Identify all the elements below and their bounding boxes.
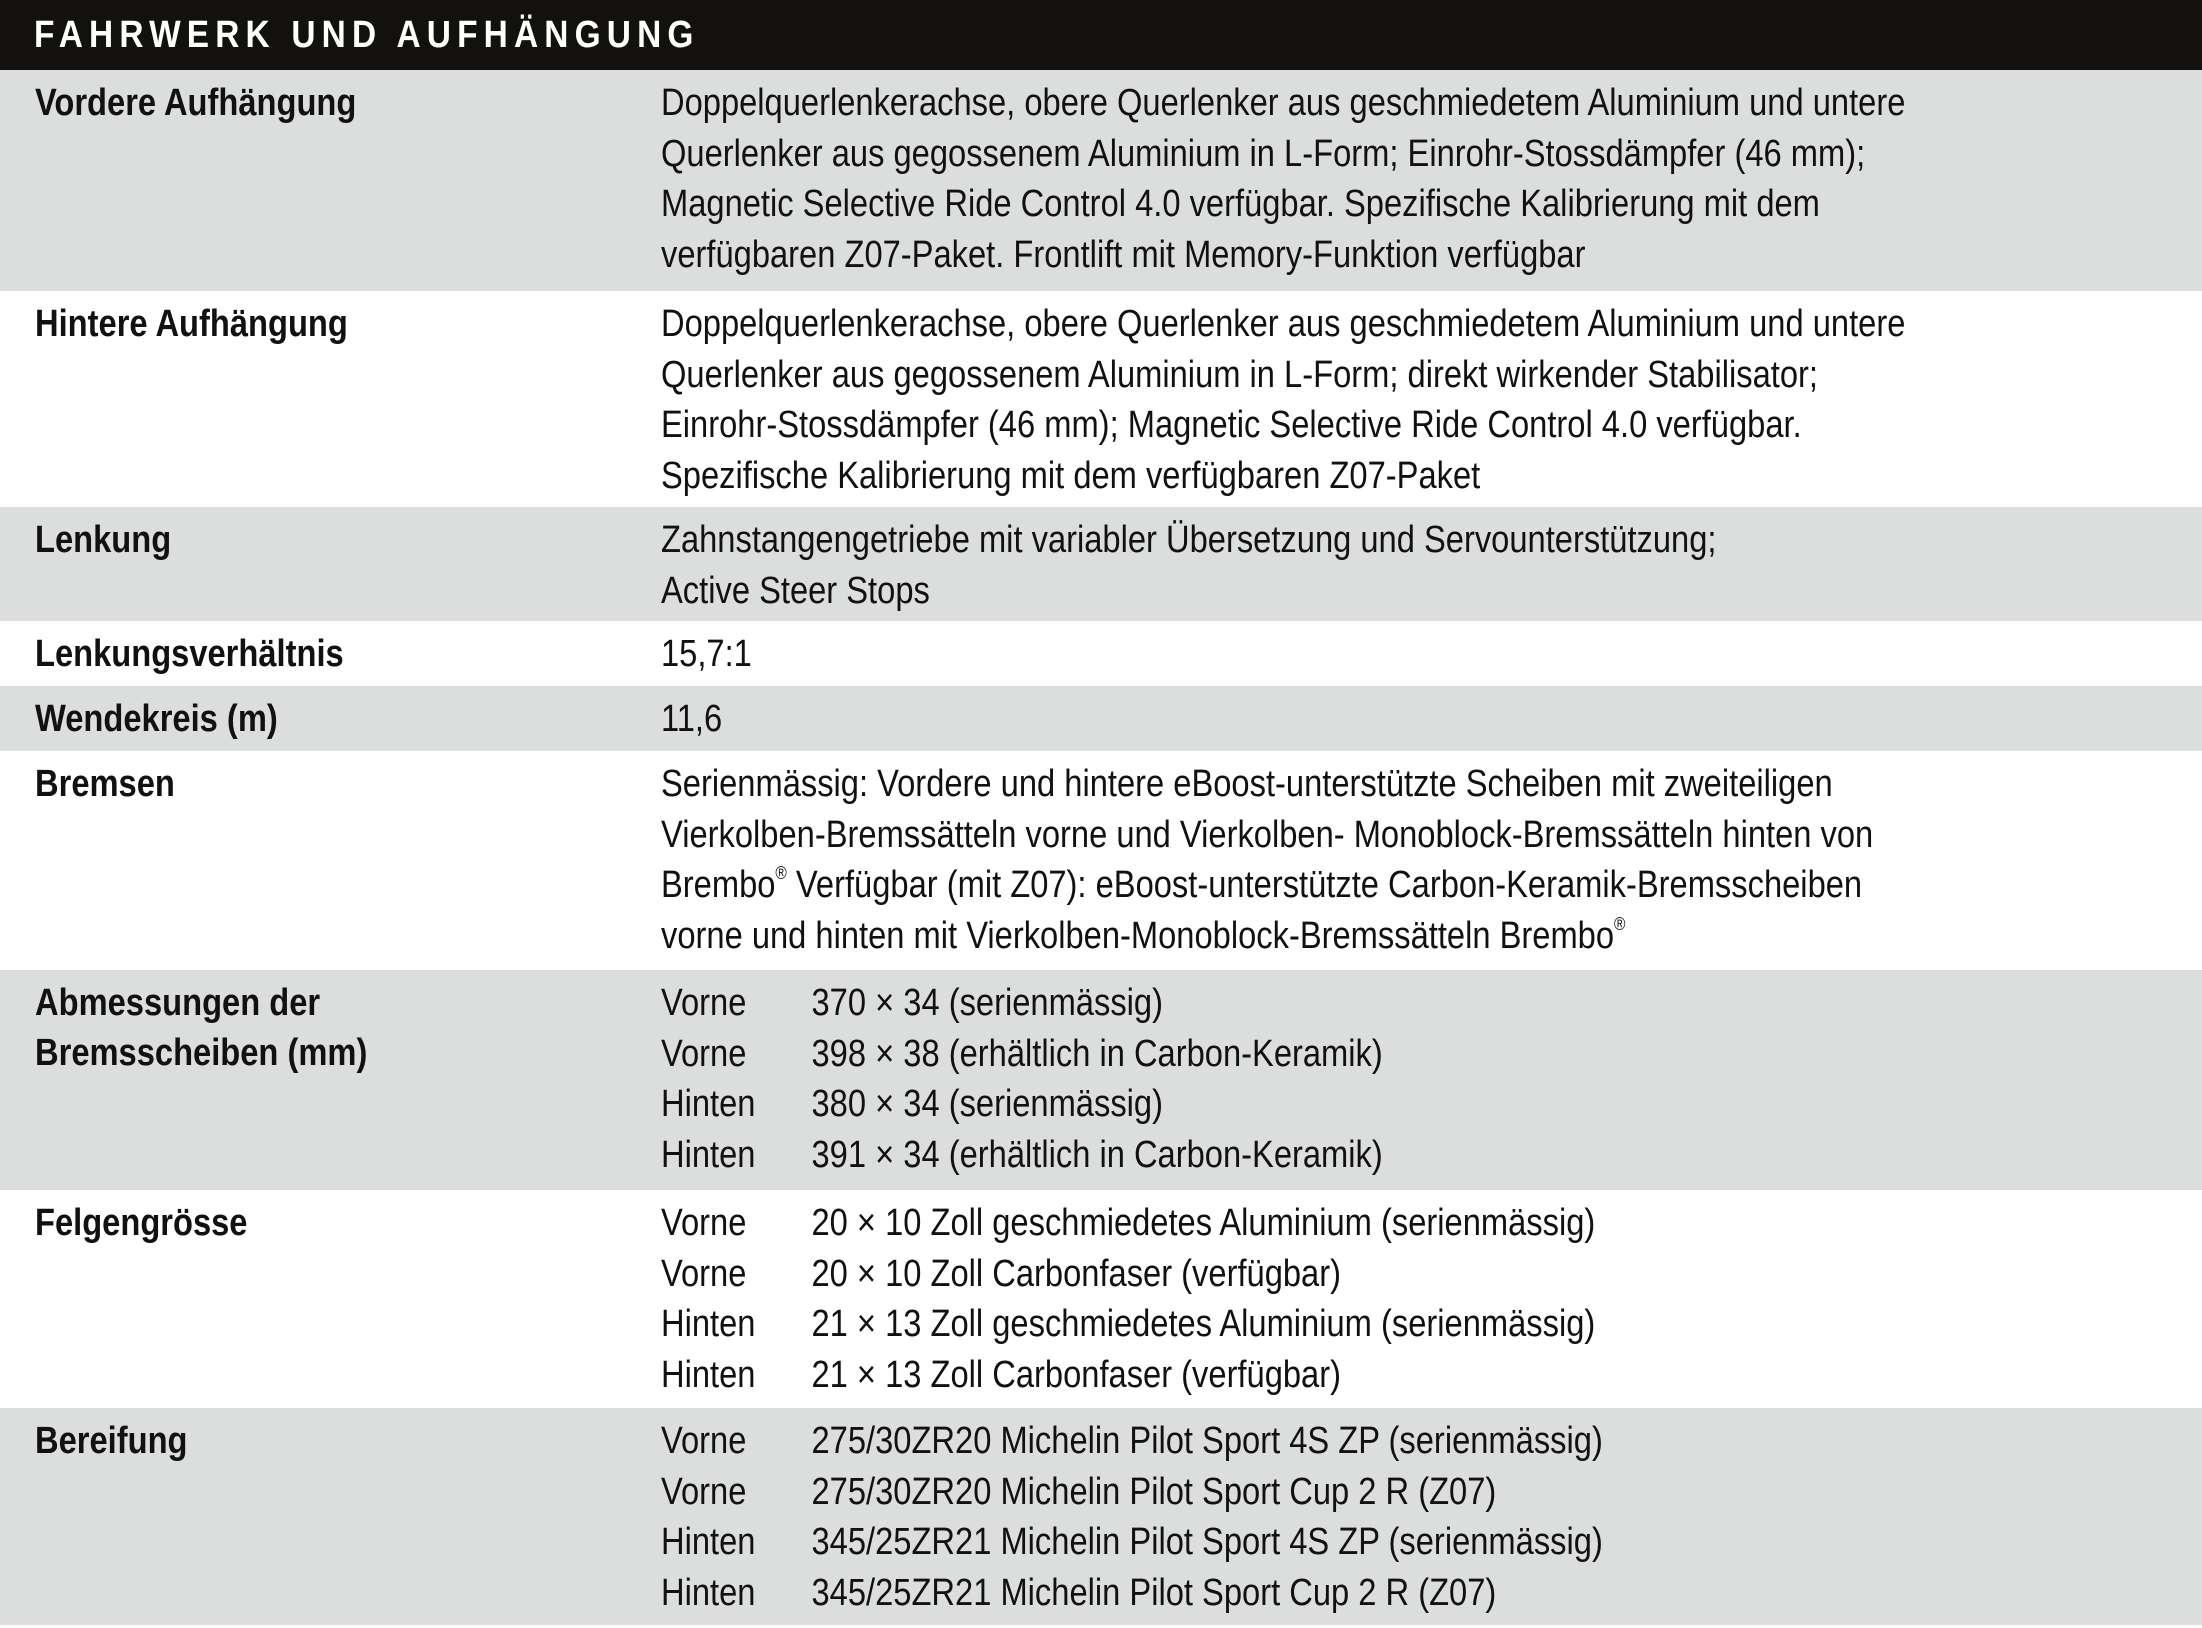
spec-entry [661,1029,1383,1080]
spec-entry [661,1249,1595,1300]
entry-position: Vorne [661,1032,747,1075]
spec-value [661,515,2166,616]
spec-value-line: 11,6 [661,698,723,740]
entry-value: 275/30ZR20 Michelin Pilot Sport Cup 2 R (Z07) [811,1470,1497,1513]
spec-label: Vordere Aufhängung [35,82,357,124]
spec-value-line: verfügbaren Z07-Paket. Frontlift mit Memory-Funktion verfügbar [661,233,1586,276]
spec-entry [661,1198,1595,1249]
entry-position: Hinten [661,1571,756,1614]
spec-row-rear-suspension [0,291,2202,507]
entry-value: 275/30ZR20 Michelin Pilot Sport 4S ZP (serienmässig) [811,1420,1603,1462]
spec-entry [661,1350,1595,1401]
spec-value-text: Verfügbar (mit Z07): eBoost-unterstützte Carbon-Keramik-Bremsscheiben [786,864,1863,906]
entry-position: Hinten [661,1133,756,1176]
entry-value: 20 × 10 Zoll geschmiedetes Aluminium (serienmässig) [811,1202,1596,1244]
entry-value: 345/25ZR21 Michelin Pilot Sport Cup 2 R (Z07) [811,1571,1497,1614]
spec-label: Hintere Aufhängung [35,303,348,345]
registered-mark: ® [775,863,787,883]
spec-row-brake-disc-dimensions [0,970,2202,1190]
section-header [0,0,2202,70]
spec-entry [661,978,1383,1029]
spec-value-line: Active Steer Stops [661,569,930,612]
registered-mark: ® [1614,913,1626,934]
entry-position: Hinten [661,1083,756,1125]
spec-value-line: Serienmässig: Vordere und hintere eBoost-unterstützte Scheiben mit zweiteiligen [661,763,1833,805]
entry-position: Vorne [661,982,747,1024]
section-title: FAHRWERK UND AUFHÄNGUNG [34,14,700,56]
spec-value [661,299,2166,501]
entry-value: 20 × 10 Zoll Carbonfaser (verfügbar) [811,1252,1342,1295]
spec-row-brakes [0,751,2202,970]
entry-position: Vorne [661,1420,747,1462]
spec-entries [661,1198,1595,1400]
spec-value-line: Querlenker aus gegossenem Aluminium in L-Form; direkt wirkender Stabilisator; [661,353,1819,396]
spec-entry [661,1568,1603,1619]
spec-row-steering [0,507,2202,621]
spec-value [661,629,2166,680]
spec-entry [661,1467,1603,1518]
entry-value: 398 × 38 (erhältlich in Carbon-Keramik) [811,1032,1383,1075]
spec-value [661,78,2166,280]
spec-row-steering-ratio [0,621,2202,686]
entry-position: Hinten [661,1521,756,1563]
spec-entry [661,1416,1603,1467]
spec-entry [661,1079,1383,1130]
entry-position: Hinten [661,1353,756,1396]
spec-label-line: Abmessungen der [35,982,321,1024]
spec-label: Felgengrösse [35,1202,248,1244]
spec-value-line: Einrohr-Stossdämpfer (46 mm); Magnetic Selective Ride Control 4.0 verfügbar. [661,404,1802,446]
spec-value-line [661,860,2166,911]
spec-entries [661,1416,1603,1618]
spec-value-line [661,911,2166,962]
entry-value: 391 × 34 (erhältlich in Carbon-Keramik) [811,1133,1383,1176]
brand-text: Brembo [661,864,776,906]
spec-value-line: Querlenker aus gegossenem Aluminium in L-Form; Einrohr-Stossdämpfer (46 mm); [661,132,1866,175]
spec-label [35,978,367,1078]
entry-value: 370 × 34 (serienmässig) [811,982,1163,1024]
spec-value-line: Doppelquerlenkerachse, obere Querlenker aus geschmiedetem Aluminium und untere [661,303,1906,345]
spec-value-line: Magnetic Selective Ride Control 4.0 verfügbar. Spezifische Kalibrierung mit dem [661,183,1820,225]
entry-value: 21 × 13 Zoll Carbonfaser (verfügbar) [811,1353,1342,1396]
spec-value-line: Spezifische Kalibrierung mit dem verfügbaren Z07-Paket [661,454,1481,497]
spec-value-line: Doppelquerlenkerachse, obere Querlenker aus geschmiedetem Aluminium und untere [661,82,1906,124]
spec-entry [661,1517,1603,1568]
spec-label: Lenkung [35,519,172,561]
spec-label: Bremsen [35,763,175,805]
spec-entry [661,1299,1595,1350]
entry-value: 21 × 13 Zoll geschmiedetes Aluminium (serienmässig) [811,1303,1596,1345]
spec-value-line: Zahnstangengetriebe mit variabler Übersetzung und Servounterstützung; [661,519,1717,561]
spec-entry [661,1130,1383,1181]
entry-position: Vorne [661,1202,747,1244]
entry-position: Vorne [661,1470,747,1513]
entry-position: Hinten [661,1303,756,1345]
spec-label: Lenkungsverhältnis [35,633,344,675]
spec-row-turning-circle [0,686,2202,751]
spec-value-text: vorne und hinten mit Vierkolben-Monoblock-Bremssätteln Brembo [661,914,1615,957]
spec-value-line: 15,7:1 [661,633,752,675]
spec-value [661,694,2166,745]
spec-row-rim-size [0,1190,2202,1408]
spec-value-line: Vierkolben-Bremssätteln vorne und Vierkolben- Monoblock-Bremssätteln hinten von [661,813,1874,856]
spec-label-line: Bremsscheiben (mm) [35,1032,368,1074]
entry-position: Vorne [661,1252,747,1295]
entry-value: 345/25ZR21 Michelin Pilot Sport 4S ZP (serienmässig) [811,1521,1603,1563]
spec-entries [661,978,1383,1180]
spec-label: Bereifung [35,1420,188,1462]
spec-row-front-suspension [0,70,2202,291]
spec-label: Wendekreis (m) [35,698,278,740]
spec-value [661,759,2166,961]
entry-value: 380 × 34 (serienmässig) [811,1083,1163,1125]
spec-row-tires [0,1408,2202,1625]
